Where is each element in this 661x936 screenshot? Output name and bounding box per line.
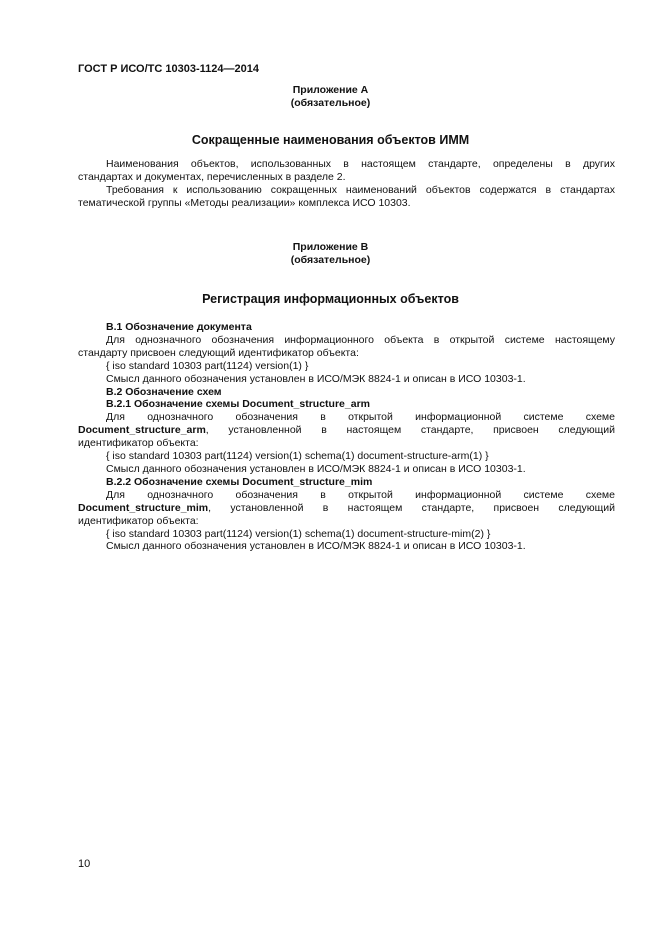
annex-b-title: Регистрация информационных объектов [202,292,459,306]
b1-line1: Для однозначного обозначения информационного объекта в открытой системе настоящему [106,333,615,346]
b21-line2 [78,424,615,437]
b1-meaning: Смысл данного обозначения установлен в ИСО/МЭК 8824-1 и описан в ИСО 10303-1. [106,372,526,385]
b21-schema-name: Document_structure_arm [78,424,206,437]
b22-line3: идентификатор объекта: [78,514,199,527]
document-header: ГОСТ Р ИСО/ТС 10303-1124—2014 [78,63,259,75]
annex-b-status: (обязательное) [290,254,371,266]
b21-heading: В.2.1 Обозначение схемы Document_structure_arm [106,398,370,411]
b22-meaning: Смысл данного обозначения установлен в ИСО/МЭК 8824-1 и описан в ИСО 10303-1. [106,540,526,553]
b21-meaning: Смысл данного обозначения установлен в ИСО/МЭК 8824-1 и описан в ИСО 10303-1. [106,462,526,475]
b22-identifier: { iso standard 10303 part(1124) version(1) schema(1) document-structure-mim(2) } [106,527,491,540]
b22-line2 [78,502,615,515]
annex-a-title: Сокращенные наименования объектов ИММ [191,133,470,147]
annex-a-p1-line1: Наименования объектов, использованных в настоящем стандарте, определены в других [106,158,615,170]
annex-a-p2-line1: Требования к использованию сокращенных наименований объектов содержатся в стандартах [106,183,615,196]
b22-line1: Для однозначного обозначения в открытой информационной системе схеме [106,488,615,501]
b21-identifier: { iso standard 10303 part(1124) version(1) schema(1) document-structure-arm(1) } [106,450,489,463]
annex-a-body [78,158,615,210]
b1-heading: В.1 Обозначение документа [106,321,252,333]
b21-line3: идентификатор объекта: [78,437,199,450]
annex-b-label: Приложение В [292,241,369,253]
annex-a-heading [0,84,661,110]
annex-b-body [78,321,615,553]
b21-line2-rest: , установленной в настоящем стандарте, присвоен следующий [205,424,615,437]
annex-b-heading [0,241,661,267]
b22-line2-rest: , установленной в настоящем стандарте, присвоен следующий [208,501,615,514]
annex-a-p1-line2: стандартах и документах, перечисленных в разделе 2. [78,170,346,183]
annex-a-label: Приложение А [292,84,369,96]
b1-line2: стандарту присвоен следующий идентификатор объекта: [78,346,359,359]
page-number: 10 [78,858,91,870]
annex-a-p2-line2: тематической группы «Методы реализации» комплекса ИСО 10303. [78,196,411,209]
b22-schema-name: Document_structure_mim [78,501,209,514]
b2-heading: В.2 Обозначение схем [106,385,222,398]
b21-line1: Для однозначного обозначения в открытой информационной системе схеме [106,411,615,424]
b22-heading: В.2.2 Обозначение схемы Document_structure_mim [106,475,373,488]
annex-a-status: (обязательное) [290,97,371,109]
b1-identifier: { iso standard 10303 part(1124) version(1) } [106,359,309,372]
